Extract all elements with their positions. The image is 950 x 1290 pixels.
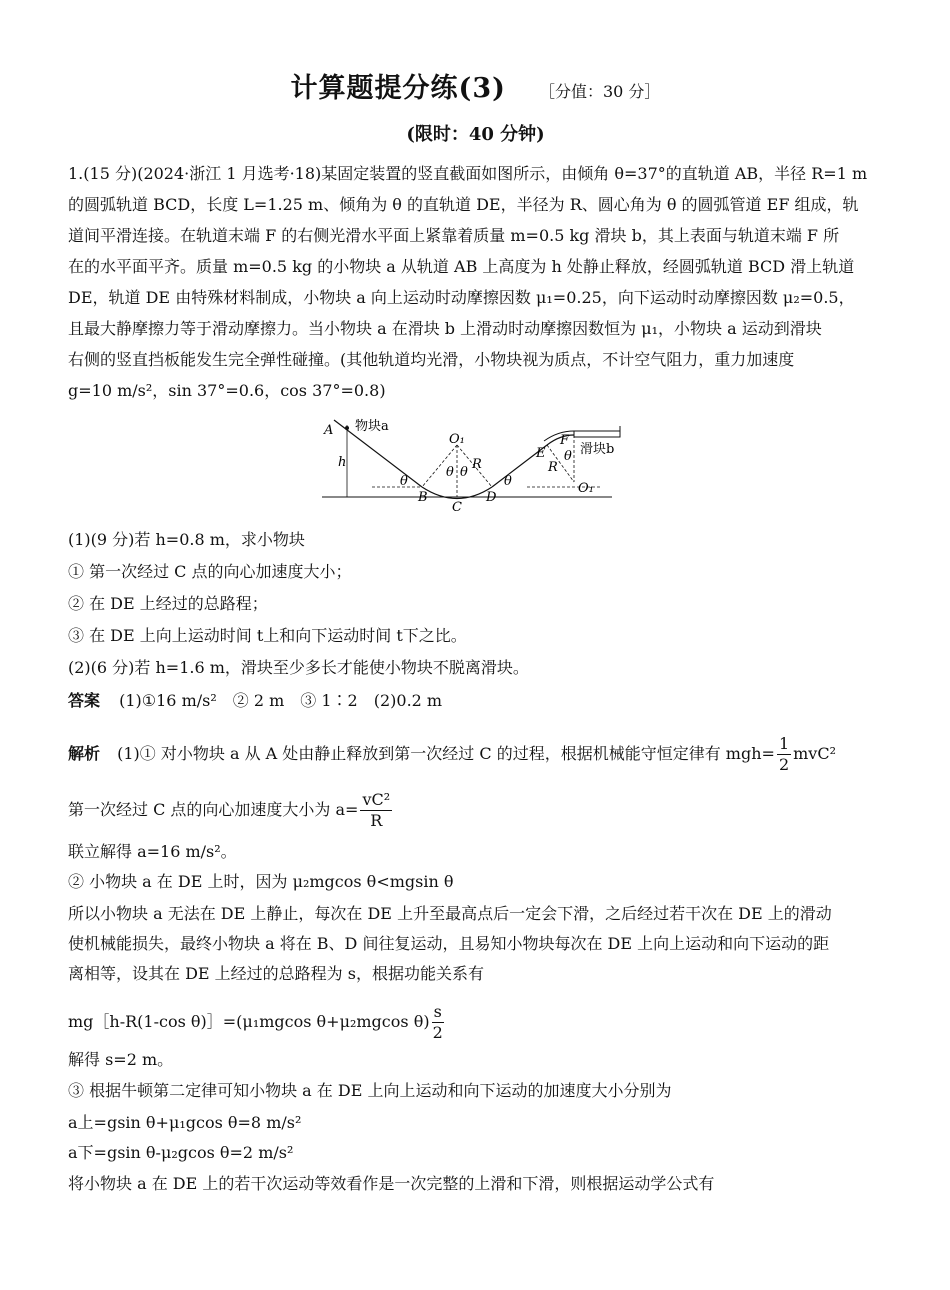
solution-label: 解析: [68, 744, 101, 763]
solution-line-2: 第一次经过 C 点的向心加速度大小为 a= $\frac{\text{vC²}}{R}$: [68, 790, 391, 830]
solution-line-1: 解析 (1)① 对小物块 a 从 A 处由静止释放到第一次经过 C 的过程，根据机械能守恒定律有 mgh= $\frac{1}{2}$ mvC²: [68, 734, 836, 774]
solution-line-9: 解得 s=2 m。: [68, 1050, 174, 1069]
title-row: [68, 66, 883, 105]
intro-line: 道间平滑连接。在轨道末端 F 的右侧光滑水平面上紧靠着质量 m=0.5 kg 滑块 b，其上表面与轨道末端 F 所: [68, 226, 840, 245]
solution-line-13: 将小物块 a 在 DE 上的若干次运动等效看作是一次完整的上滑和下滑，则根据运动学公式有: [68, 1174, 715, 1193]
intro-line: g=10 m/s²，sin 37°=0.6，cos 37°=0.8): [68, 381, 386, 400]
label-theta-2: θ: [460, 465, 468, 480]
solution-line-8: mg［h-R(1-cos θ)］=(μ₁mgcos θ+μ₂mgcos θ) $\frac{s}{2}$: [68, 1002, 443, 1042]
label-theta-5: θ: [564, 449, 572, 464]
fraction-half: $\frac{1}{2}$: [778, 734, 790, 774]
solution-line-5: 所以小物块 a 无法在 DE 上静止，每次在 DE 上升至最高点后一定会下滑，之后经过若干次在 DE 上的滑动: [68, 904, 832, 923]
label-h: h: [338, 455, 347, 470]
score-label: ［分值：30 分］: [538, 82, 661, 101]
intro-line: DE，轨道 DE 由特殊材料制成，小物块 a 向上运动时动摩擦因数 μ₁=0.25，向下运动时动摩擦因数 μ₂=0.5，: [68, 288, 855, 307]
fraction-s-over-2: $\frac{s}{2}$: [432, 1002, 443, 1042]
time-limit: (限时：40 分钟): [406, 124, 545, 145]
label-theta-1: θ: [446, 465, 454, 480]
question-line: ② 在 DE 上经过的总路程；: [68, 594, 268, 613]
label-theta-3: θ: [400, 474, 408, 489]
answer-label: 答案: [68, 691, 101, 710]
intro-line: 右侧的竖直挡板能发生完全弹性碰撞。(其他轨道均光滑，小物块视为质点，不计空气阻力，重力加速度: [68, 350, 795, 369]
track-diagram: [322, 410, 622, 520]
label-F: F: [560, 433, 570, 448]
solution-line-6: 使机械能损失，最终小物块 a 将在 B、D 间往复运动，且易知小物块每次在 DE 上向上运动和向下运动的距: [68, 934, 830, 953]
question-line: (1)(9 分)若 h=0.8 m，求小物块: [68, 530, 305, 549]
answer-text: (1)①16 m/s² ② 2 m ③ 1∶2 (2)0.2 m: [119, 691, 443, 710]
label-O1: O₁: [449, 432, 465, 447]
intro-line: 在的水平面平齐。质量 m=0.5 kg 的小物块 a 从轨道 AB 上高度为 h 处静止释放，经圆弧轨道 BCD 滑上轨道: [68, 257, 855, 276]
solution-line-7: 离相等，设其在 DE 上经过的总路程为 s，根据功能关系有: [68, 964, 484, 983]
question-line: ① 第一次经过 C 点的向心加速度大小；: [68, 562, 352, 581]
label-block-a: 物块a: [355, 419, 389, 434]
label-O1-2: O₁: [578, 481, 594, 496]
page-title: 计算题提分练(3): [290, 73, 506, 104]
label-R: R: [472, 457, 482, 472]
solution-line-12: a下=gsin θ-μ₂gcos θ=2 m/s²: [68, 1143, 294, 1162]
intro-line: 1.(15 分)(2024·浙江 1 月选考·18)某固定装置的竖直截面如图所示，由倾角 θ=37°的直轨道 AB，半径 R=1 m: [68, 164, 868, 183]
label-A: A: [324, 423, 334, 438]
fraction-vc-over-r: $\frac{\text{vC²}}{R}$: [362, 790, 391, 830]
label-theta-4: θ: [504, 474, 512, 489]
answer-line: [68, 685, 883, 716]
intro-line: 且最大静摩擦力等于滑动摩擦力。当小物块 a 在滑块 b 上滑动时动摩擦因数恒为 μ₁，小物块 a 运动到滑块: [68, 319, 822, 338]
intro-line: 的圆弧轨道 BCD，长度 L=1.25 m、倾角为 θ 的直轨道 DE，半径为 R、圆心角为 θ 的圆弧管道 EF 组成，轨: [68, 195, 859, 214]
label-D: D: [486, 490, 497, 505]
question-line: (2)(6 分)若 h=1.6 m，滑块至少多长才能使小物块不脱离滑块。: [68, 658, 529, 677]
question-line: ③ 在 DE 上向上运动时间 t上和向下运动时间 t下之比。: [68, 626, 467, 645]
solution-line-4: ② 小物块 a 在 DE 上时，因为 μ₂mgcos θ<mgsin θ: [68, 872, 454, 891]
solution-line-11: a上=gsin θ+μ₁gcos θ=8 m/s²: [68, 1113, 302, 1132]
label-B: B: [418, 490, 428, 505]
label-R-2: R: [548, 460, 558, 475]
label-C: C: [452, 500, 462, 515]
label-block-b: 滑块b: [580, 442, 615, 457]
solution-line-10: ③ 根据牛顿第二定律可知小物块 a 在 DE 上向上运动和向下运动的加速度大小分别为: [68, 1081, 672, 1100]
label-E: E: [536, 446, 546, 461]
solution-line-3: 联立解得 a=16 m/s²。: [68, 842, 237, 861]
